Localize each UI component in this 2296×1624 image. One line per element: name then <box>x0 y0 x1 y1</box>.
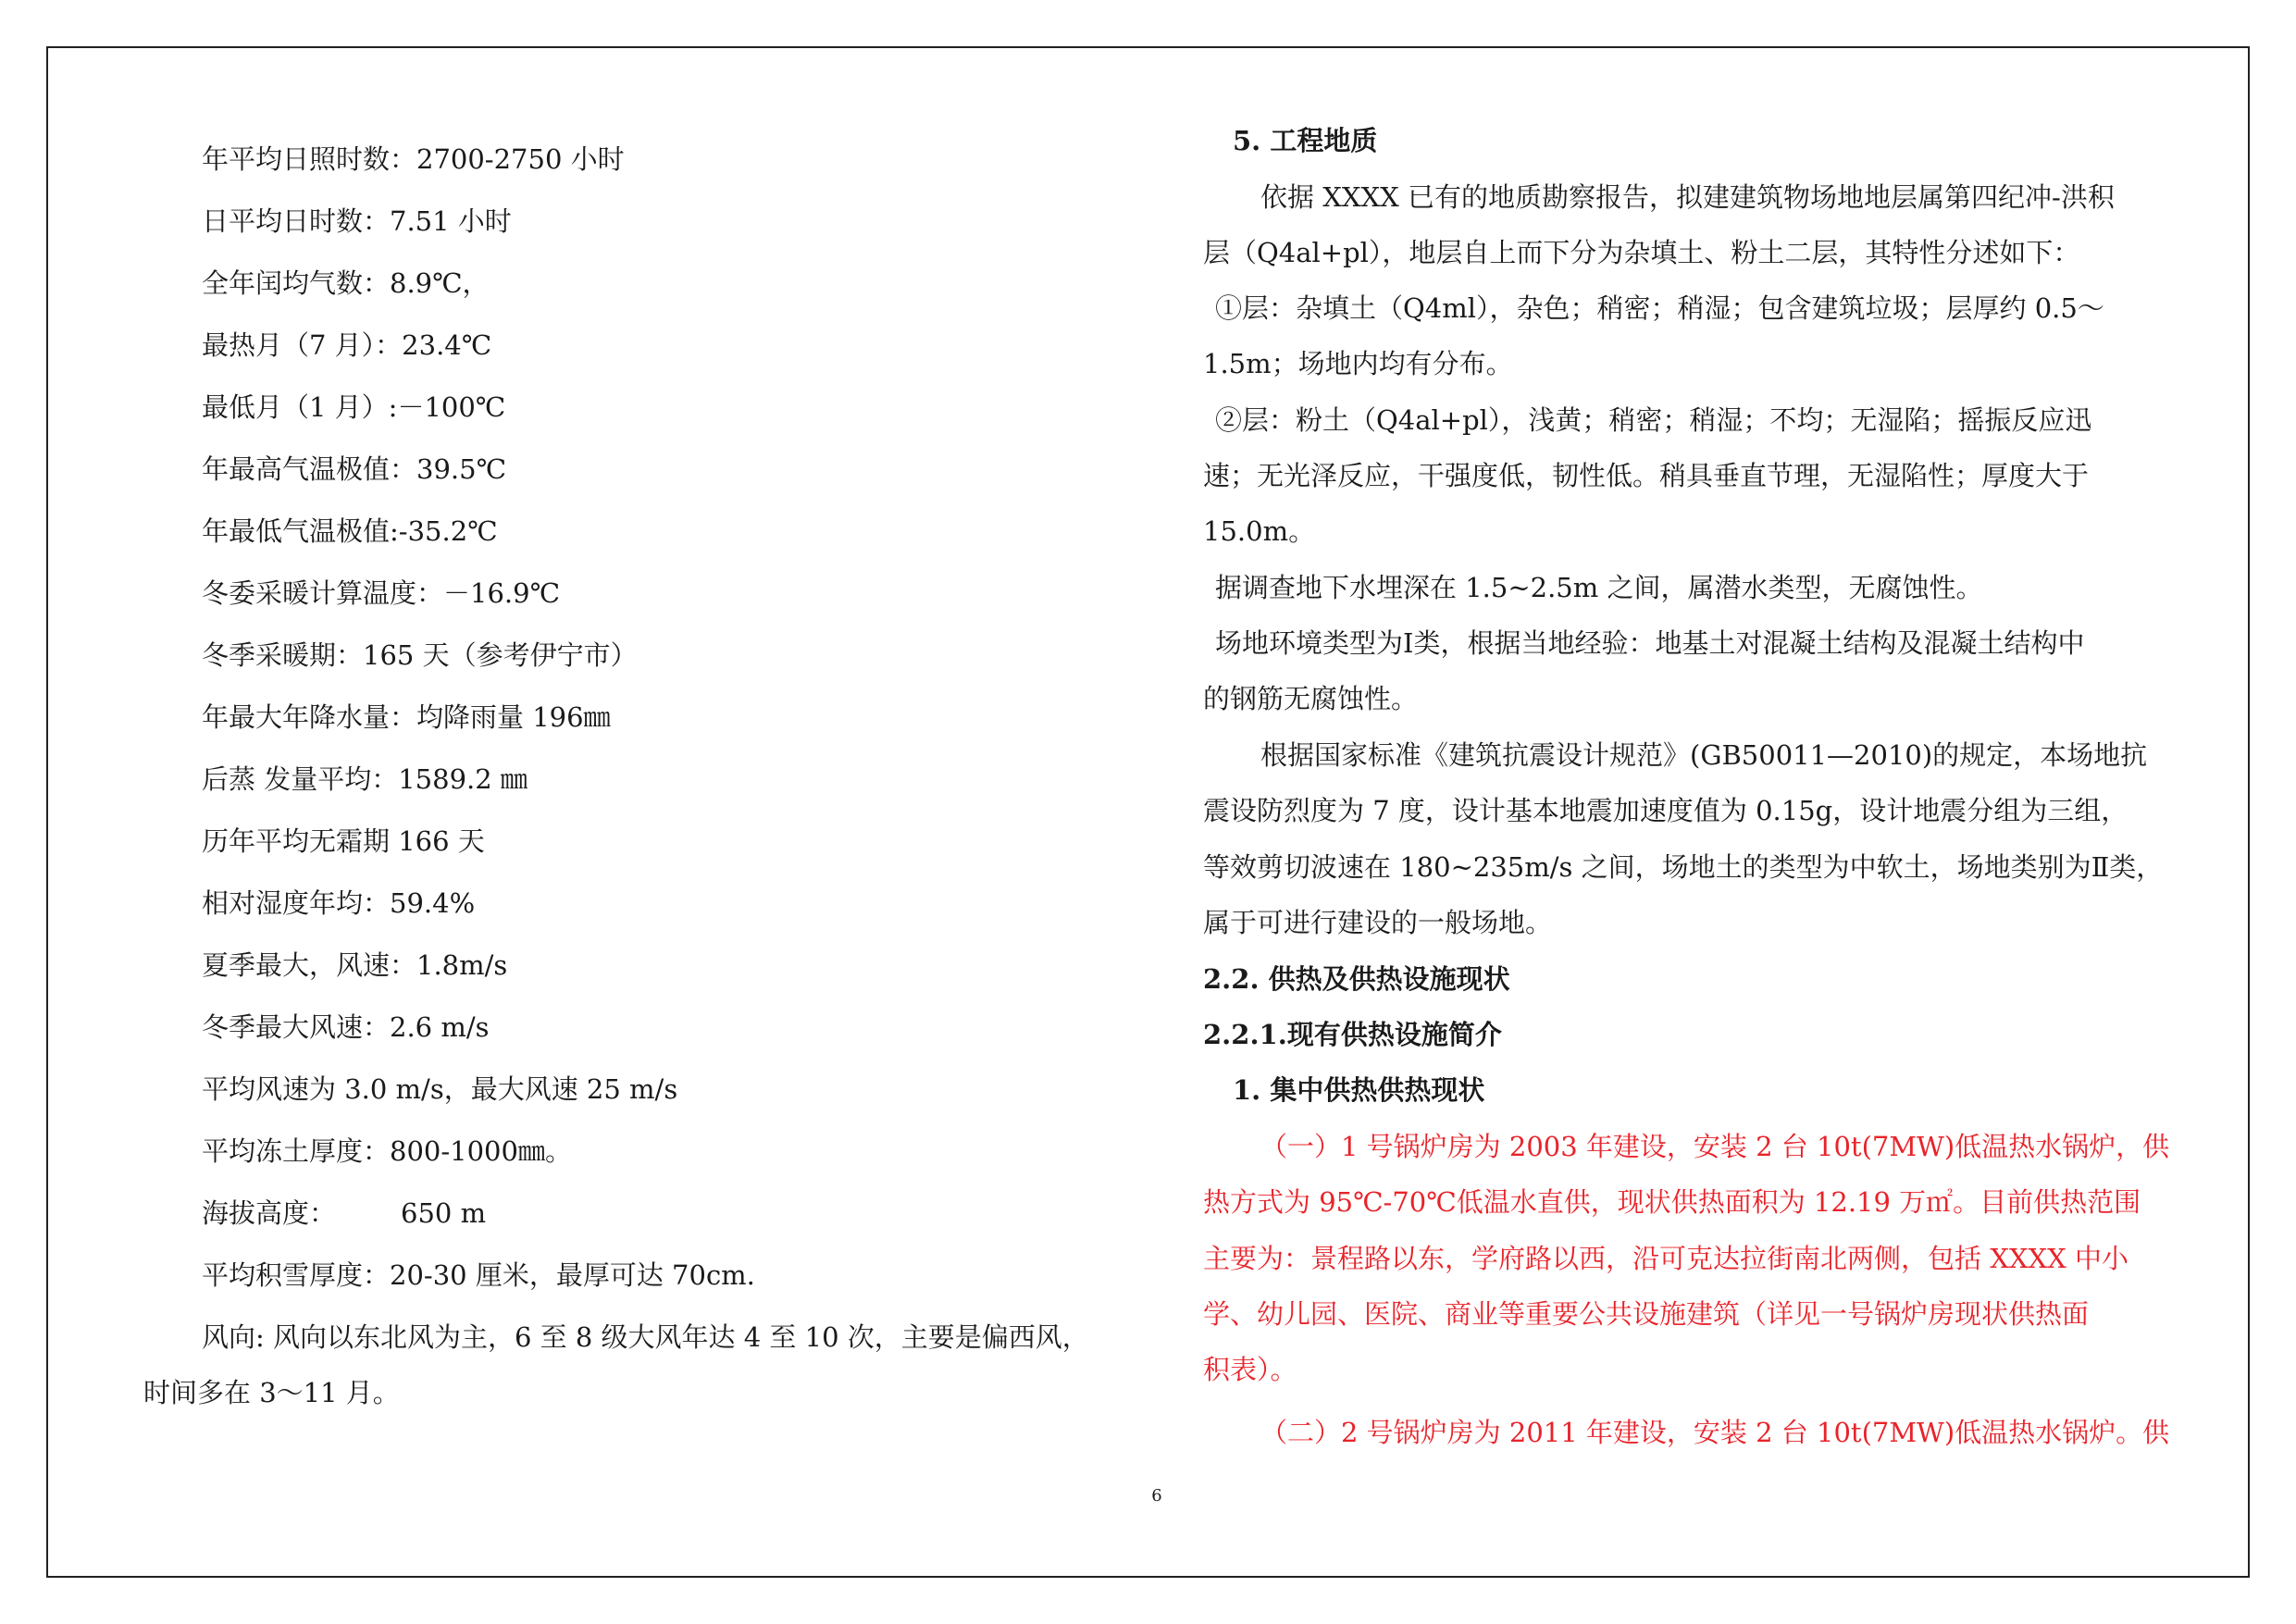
text-line: 主要为：景程路以东，学府路以西，沿可克达拉街南北两侧，包括 XXXX 中小 <box>1203 1243 2129 1274</box>
text-line: 全年闰均气数：8.9℃， <box>202 267 490 299</box>
heading-existing-facilities: 2.2.1.现有供热设施简介 <box>1203 1019 1502 1050</box>
text-line: 相对湿度年均：59.4% <box>202 887 476 919</box>
text-line: 日平均日时数：7.51 小时 <box>202 205 512 237</box>
heading-heating-status: 2.2. 供热及供热设施现状 <box>1203 963 1510 995</box>
text-line: 等效剪切波速在 180~235m/s 之间，场地土的类型为中软土，场地类别为Ⅱ类， <box>1203 851 2164 883</box>
text-line: （一）1 号锅炉房为 2003 年建设，安装 2 台 10t(7MW)低温热水锅炉，供 <box>1260 1131 2170 1162</box>
text-line: 积表）。 <box>1203 1354 1297 1385</box>
text-line: 年最低气温极值:-35.2℃ <box>202 515 498 547</box>
text-line: 依据 XXXX 已有的地质勘察报告，拟建建筑物场地地层属第四纪冲-洪积 <box>1260 181 2115 213</box>
text-line: 最热月（7 月）：23.4℃ <box>202 329 492 361</box>
text-line: 夏季最大，风速：1.8m/s <box>202 949 508 981</box>
text-line: 海拔高度： <box>202 1197 337 1229</box>
text-line: 学、幼儿园、医院、商业等重要公共设施建筑（详见一号锅炉房现状供热面 <box>1203 1298 2090 1330</box>
text-line: 的钢筋无腐蚀性。 <box>1203 683 1419 714</box>
text-line: 平均风速为 3.0 m/s，最大风速 25 m/s <box>202 1073 678 1105</box>
text-line: 年平均日照时数：2700-2750 小时 <box>202 143 625 175</box>
text-line: ②层：粉土（Q4al+pl），浅黄；稍密；稍湿；不均；无湿陷；摇振反应迅 <box>1215 404 2092 436</box>
text-line: 年最高气温极值：39.5℃ <box>202 453 507 485</box>
text-line: 年最大年降水量：均降雨量 196㎜ <box>202 701 611 733</box>
text-line: 15.0m。 <box>1203 515 1316 547</box>
text-line: 平均冻土厚度：800-1000㎜。 <box>202 1135 572 1167</box>
text-line: 平均积雪厚度：20-30 厘米，最厚可达 70cm. <box>202 1259 755 1291</box>
text-line: 根据国家标准《建筑抗震设计规范》(GB50011—2010)的规定，本场地抗 <box>1260 739 2148 771</box>
text-line: 时间多在 3～11 月。 <box>143 1377 400 1408</box>
text-line: ①层：杂填土（Q4ml），杂色；稍密；稍湿；包含建筑垃圾；层厚约 0.5～ <box>1215 292 2104 324</box>
page-number: 6 <box>1151 1486 1162 1506</box>
heading-central-heating: 1. 集中供热供热现状 <box>1233 1074 1485 1106</box>
altitude-value: 650 m <box>401 1197 487 1229</box>
text-line: （二）2 号锅炉房为 2011 年建设，安装 2 台 10t(7MW)低温热水锅炉。供 <box>1260 1417 2170 1448</box>
text-line: 1.5m；场地内均有分布。 <box>1203 348 1513 379</box>
text-line: 最低月（1 月）:－100℃ <box>202 391 506 423</box>
text-line: 据调查地下水埋深在 1.5~2.5m 之间，属潜水类型，无腐蚀性。 <box>1215 572 1983 603</box>
text-line: 场地环境类型为Ⅰ类，根据当地经验：地基土对混凝土结构及混凝土结构中 <box>1215 627 2085 659</box>
text-line: 风向: 风向以东北风为主，6 至 8 级大风年达 4 至 10 次，主要是偏西风， <box>202 1321 1089 1353</box>
text-line: 震设防烈度为 7 度，设计基本地震加速度值为 0.15g，设计地震分组为三组， <box>1203 795 2128 826</box>
text-line: 层（Q4al+pl），地层自上而下分为杂填土、粉土二层，其特性分述如下： <box>1203 237 2080 268</box>
text-line: 速；无光泽反应，干强度低，韧性低。稍具垂直节理，无湿陷性；厚度大于 <box>1203 460 2090 491</box>
text-line: 冬季最大风速：2.6 m/s <box>202 1011 490 1043</box>
heading-geology: 5. 工程地质 <box>1233 125 1378 156</box>
text-line: 后蒸 发量平均：1589.2 ㎜ <box>202 763 527 795</box>
text-line: 历年平均无霜期 166 天 <box>202 825 485 857</box>
text-line: 热方式为 95℃-70℃低温水直供，现状供热面积为 12.19 万㎡。目前供热范围 <box>1203 1186 2141 1218</box>
text-line: 属于可进行建设的一般场地。 <box>1203 907 1553 938</box>
text-line: 冬委采暖计算温度：－16.9℃ <box>202 577 561 609</box>
text-line: 冬季采暖期：165 天（参考伊宁市） <box>202 639 638 671</box>
